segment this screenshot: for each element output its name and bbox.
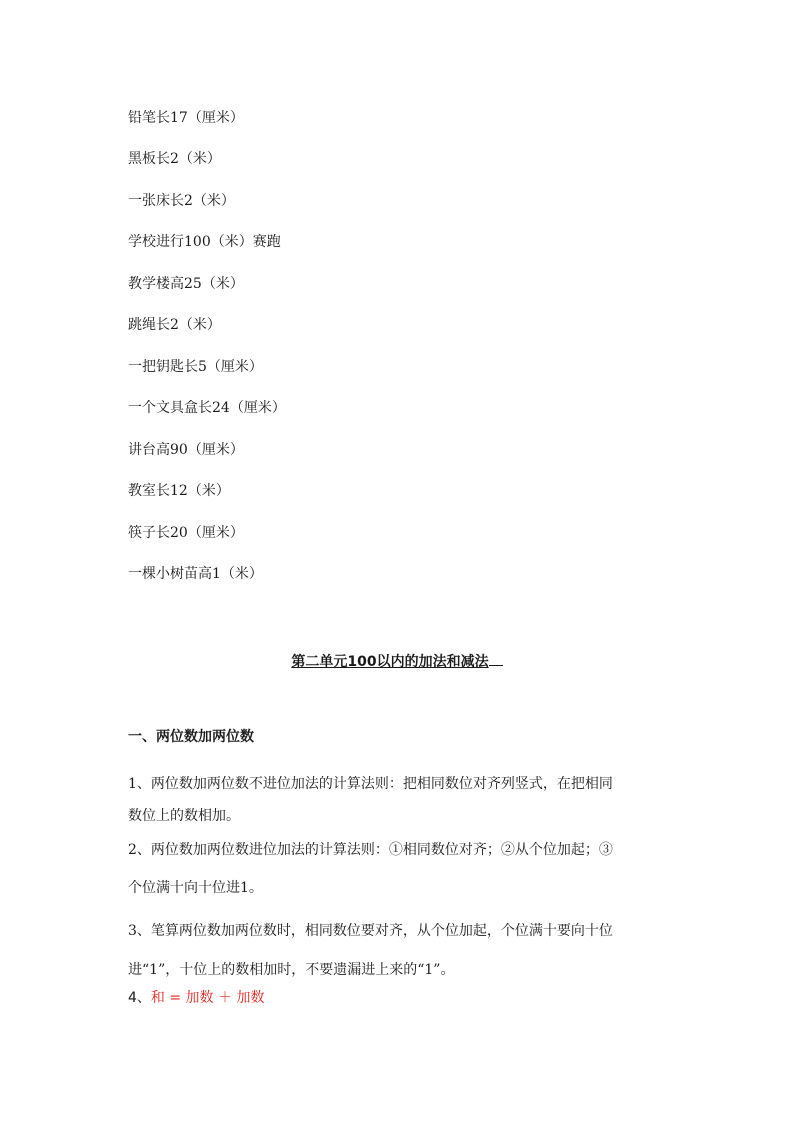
point-1-line-1: 1、两位数加两位数不进位加法的计算法则：把相同数位对齐列竖式，在把相同 [128,776,613,792]
point-2-line-1: 2、两位数加两位数进位加法的计算法则：①相同数位对齐；②从个位加起；③ [128,842,613,858]
point-2-line-2: 个位满十向十位进1。 [128,880,263,896]
length-item: 一棵小树苗高1（米） [128,566,263,582]
length-item: 教学楼高25（米） [128,276,244,292]
length-item: 学校进行100（米）赛跑 [128,234,281,250]
length-item: 一张床长2（米） [128,193,235,209]
length-item: 讲台高90（厘米） [128,442,244,458]
length-item: 教室长12（米） [128,483,230,499]
point-3-line-2: 进“1”，十位上的数相加时，不要遗漏进上来的“1”。 [128,962,455,978]
point-3-line-1: 3、笔算两位数加两位数时，相同数位要对齐，从个位加起，个位满十要向十位 [128,923,613,939]
unit-title-text: 第二单元100以内的加法和减法 [291,654,489,670]
length-item: 跳绳长2（米） [128,317,221,333]
point-4-number: 4、 [128,990,151,1006]
point-4 [128,988,264,1008]
length-item: 筷子长20（厘米） [128,525,244,541]
sum-formula: 和 = 加数 ＋ 加数 [150,990,265,1006]
length-item: 黑板长2（米） [128,151,221,167]
length-item: 一把钥匙长5（厘米） [128,359,263,375]
point-1-line-2: 数位上的数相加。 [128,808,240,824]
section-heading: 一、两位数加两位数 [128,729,254,745]
length-item: 一个文具盒长24（厘米） [128,400,286,416]
length-item: 铅笔长17（厘米） [128,110,244,126]
unit-title [0,650,794,672]
title-underline-pad [489,650,503,666]
